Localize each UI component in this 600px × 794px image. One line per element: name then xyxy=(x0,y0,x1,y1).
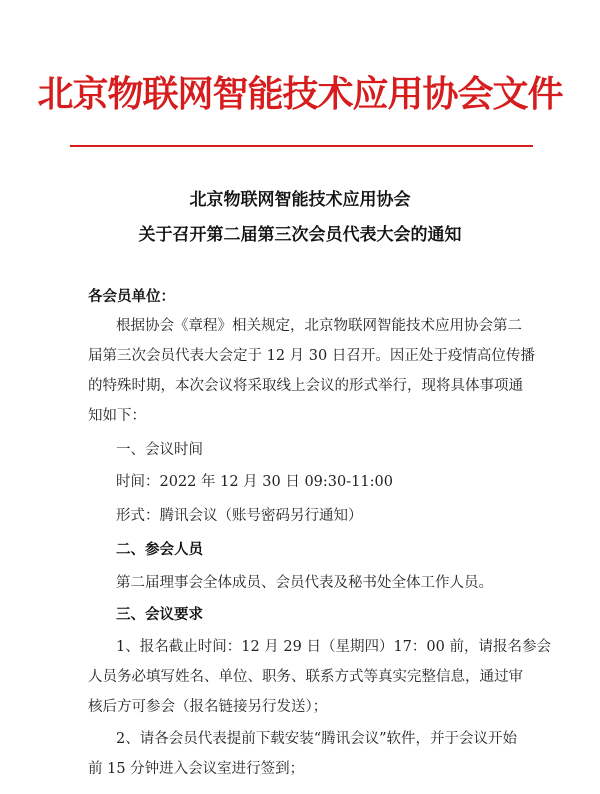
meeting-format: 形式：腾讯会议（账号密码另行通知） xyxy=(116,508,363,524)
requirement-2-line-2: 前 15 分钟进入会议室进行签到； xyxy=(88,761,305,777)
notice-title-line-2: 关于召开第二届第三次会员代表大会的通知 xyxy=(138,225,462,245)
requirement-1-line-3: 核后方可参会（报名链接另行发送）； xyxy=(88,699,328,715)
salutation: 各会员单位： xyxy=(88,289,175,305)
intro-line-1: 根据协会《章程》相关规定，北京物联网智能技术应用协会第二 xyxy=(116,318,522,334)
masthead-red-rule xyxy=(70,145,533,147)
requirement-1-line-1: 1、报名截止时间：12 月 29 日（星期四）17：00 前，请报名参会 xyxy=(116,639,551,655)
intro-line-3: 的特殊时期，本次会议将采取线上会议的形式举行，现将具体事项通 xyxy=(88,378,523,394)
requirement-2-line-1: 2、请各会员代表提前下载安装“腾讯会议”软件，并于会议开始 xyxy=(116,731,518,747)
attendees-text: 第二届理事会全体成员、会员代表及秘书处全体工作人员。 xyxy=(116,575,493,591)
document-masthead: 北京物联网智能技术应用协会文件 xyxy=(37,73,563,115)
meeting-time: 时间：2022 年 12 月 30 日 09:30-11:00 xyxy=(116,474,393,490)
intro-line-4: 知如下： xyxy=(88,408,146,424)
section-1-heading: 一、会议时间 xyxy=(116,442,203,458)
requirement-1-line-2: 人员务必填写姓名、单位、职务、联系方式等真实完整信息，通过审 xyxy=(88,669,523,685)
notice-title-line-1: 北京物联网智能技术应用协会 xyxy=(189,190,411,210)
intro-line-2: 届第三次会员代表大会定于 12 月 30 日召开。因正处于疫情高位传播 xyxy=(88,348,535,364)
section-2-heading: 二、参会人员 xyxy=(116,542,203,558)
section-3-heading: 三、会议要求 xyxy=(116,607,203,623)
